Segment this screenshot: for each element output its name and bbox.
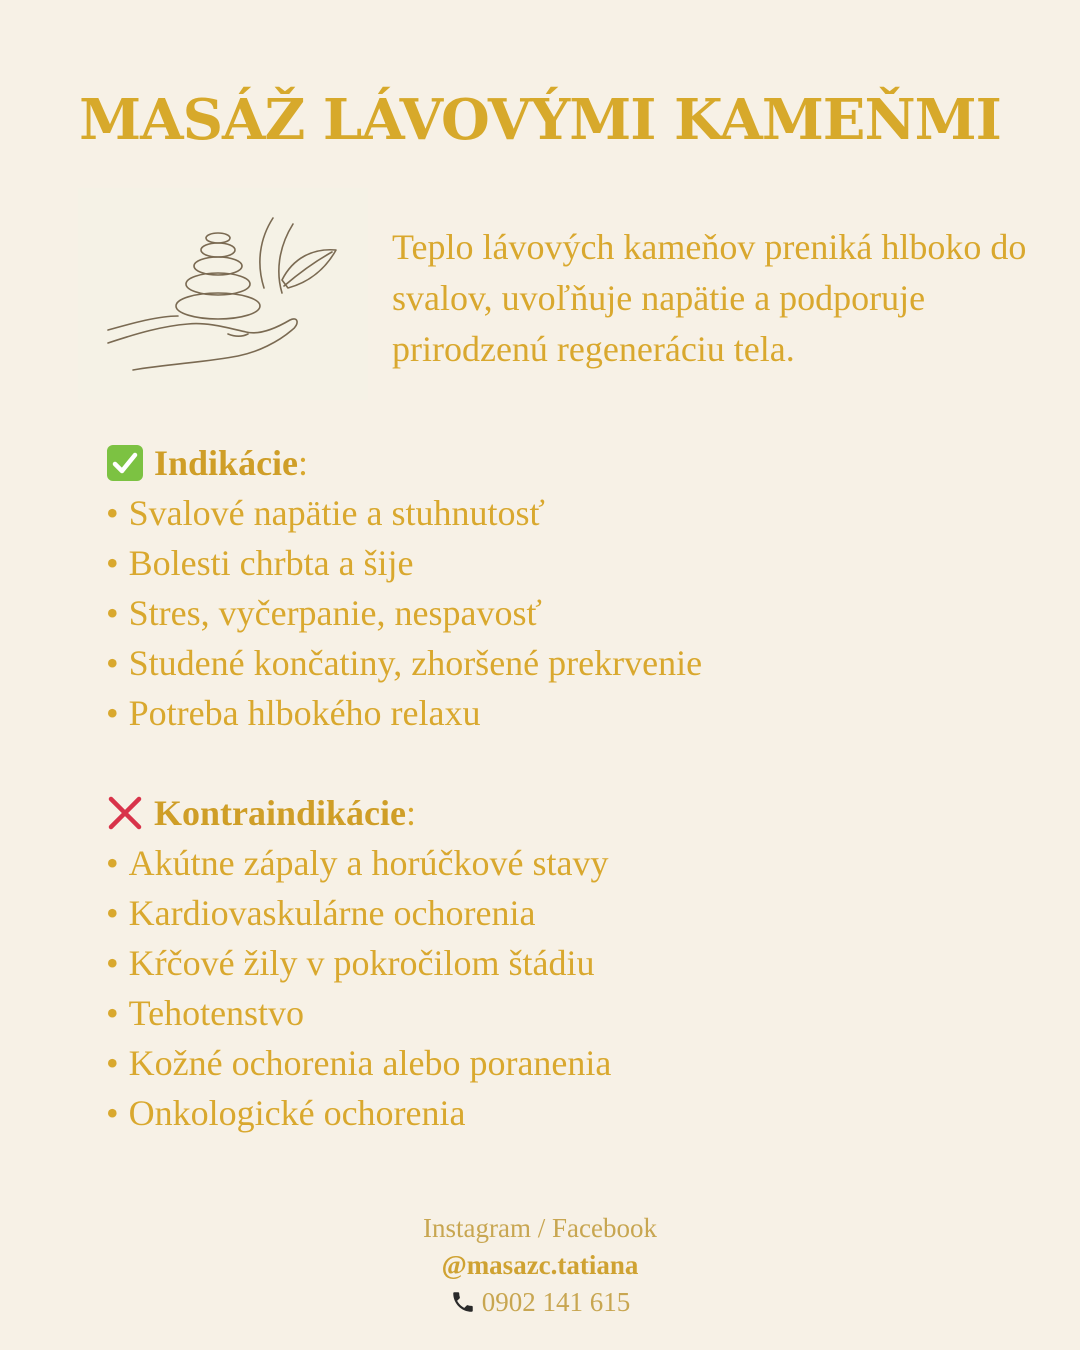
indications-heading-label: Indikácie [154,443,299,483]
indication-item: Bolesti chrbta a šije [128,543,414,583]
contraindication-item: Onkologické ochorenia [128,1093,466,1133]
cross-mark-icon [106,794,144,832]
indications-heading-colon: : [298,443,309,483]
bullet: • [106,543,119,583]
bullet: • [106,943,119,983]
contraindications-heading-colon: : [406,793,417,833]
footer [0,1210,1080,1321]
list-item [106,888,1006,938]
contraindication-item: Kožné ochorenia alebo poranenia [128,1043,612,1083]
indications-list [106,488,1006,738]
contraindications-section [106,788,1006,1138]
indications-heading [106,438,1006,488]
list-item [106,488,1006,538]
list-item [106,638,1006,688]
bullet: • [106,493,119,533]
indication-item: Svalové napätie a stuhnutosť [128,493,545,533]
bullet: • [106,643,119,683]
contraindications-heading-label: Kontraindikácie [154,793,407,833]
bullet: • [106,593,119,633]
list-item [106,838,1006,888]
social-platforms: Instagram / Facebook [423,1213,657,1243]
indication-item: Potreba hlbokého relaxu [128,693,481,733]
bullet: • [106,1043,119,1083]
list-item [106,688,1006,738]
contraindication-item: Tehotenstvo [128,993,305,1033]
list-item [106,538,1006,588]
list-item [106,988,1006,1038]
contraindication-item: Kŕčové žily v pokročilom štádiu [128,943,595,983]
page-title: MASÁŽ LÁVOVÝMI KAMEŇMI [79,87,1001,153]
bullet: • [106,993,119,1033]
list-item [106,588,1006,638]
bullet: • [106,693,119,733]
intro-text: Teplo lávových kameňov preniká hlboko do svalov, uvoľňuje napätie a podporuje prirodzenú regeneráciu tela. [392,227,1027,369]
contraindication-item: Kardiovaskulárne ochorenia [128,893,536,933]
hand-stones-illustration [78,188,368,400]
hand-stones-icon [78,188,368,400]
contraindication-item: Akútne zápaly a horúčkové stavy [128,843,609,883]
social-handle-link[interactable]: @masazc.tatiana [441,1250,639,1280]
list-item [106,1038,1006,1088]
list-item [106,1088,1006,1138]
check-mark-icon [106,444,144,482]
bullet: • [106,843,119,883]
contraindications-heading [106,788,1006,838]
phone-row[interactable] [0,1284,1080,1321]
bullet: • [106,893,119,933]
indications-section [106,438,1006,738]
indication-item: Studené končatiny, zhoršené prekrvenie [128,643,703,683]
phone-number: 0902 141 615 [481,1287,631,1317]
contraindications-list [106,838,1006,1138]
indication-item: Stres, vyčerpanie, nespavosť [128,593,542,633]
bullet: • [106,1093,119,1133]
phone-icon [450,1288,476,1314]
list-item [106,938,1006,988]
